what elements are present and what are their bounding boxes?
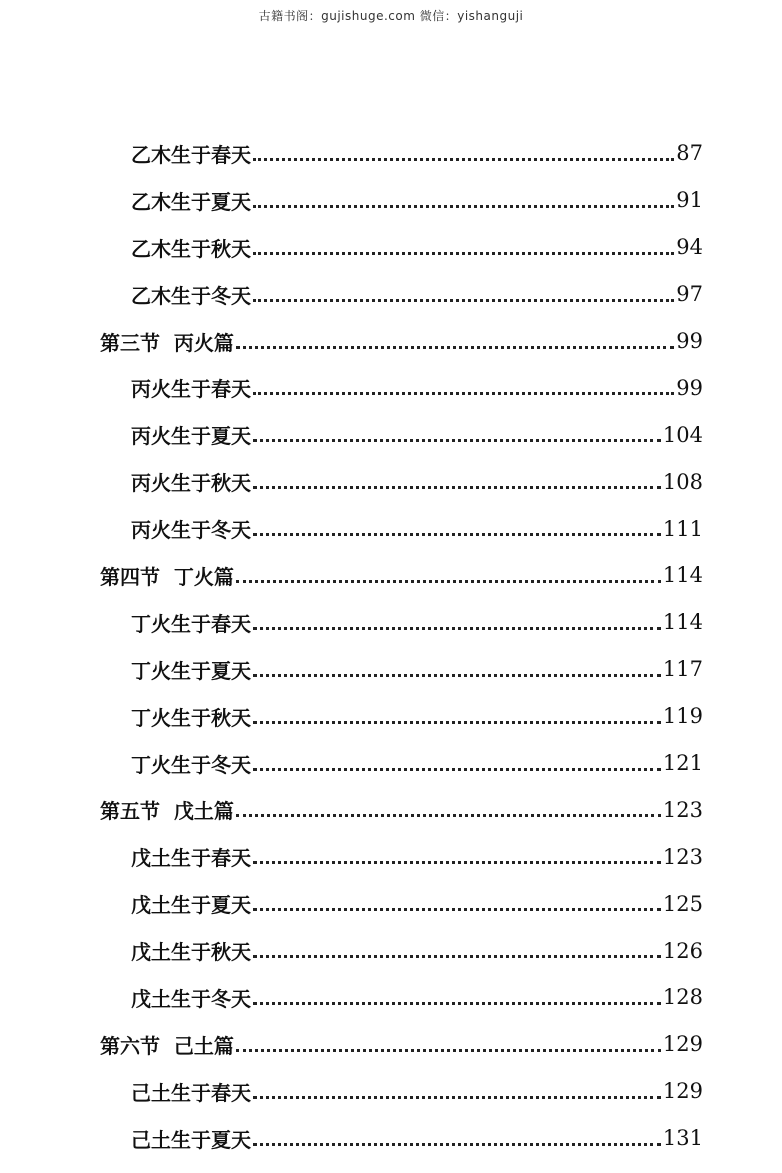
dot-leader: [253, 533, 661, 536]
toc-entry-row: [0, 224, 782, 271]
toc-entry-row: [0, 740, 782, 787]
toc-entry-title: 丙火生于秋天: [131, 471, 251, 496]
toc-entry-title: 戊土生于秋天: [131, 940, 251, 965]
dot-leader: [253, 299, 674, 302]
dot-leader: [236, 814, 661, 817]
toc-entry-row: [0, 1115, 782, 1162]
toc-page-number: 129: [662, 1079, 703, 1104]
dot-leader: [236, 1049, 661, 1052]
toc-entry-row: [0, 1068, 782, 1115]
dot-leader: [236, 346, 674, 349]
toc-page-number: 87: [676, 141, 703, 166]
toc-page-number: 114: [662, 563, 703, 588]
dot-leader: [253, 721, 661, 724]
toc-entry-title: 乙木生于冬天: [131, 283, 251, 308]
toc-entry-row: [0, 974, 782, 1021]
dot-leader: [253, 1002, 661, 1005]
toc-entry-title: 丁火生于冬天: [131, 752, 251, 777]
toc-section-row: [0, 1021, 782, 1068]
toc-page-number: 99: [676, 375, 703, 400]
toc-entry-row: [0, 646, 782, 693]
toc-entry-row: [0, 927, 782, 974]
toc-page-number: 125: [662, 891, 703, 916]
dot-leader: [253, 908, 661, 911]
dot-leader: [253, 252, 674, 255]
dot-leader: [253, 955, 661, 958]
toc-page-number: 131: [662, 1126, 703, 1151]
toc-page-number: 128: [662, 985, 703, 1010]
dot-leader: [253, 768, 661, 771]
toc-page-number: 94: [676, 235, 703, 260]
toc-entry-title: 第四节 丁火篇: [100, 564, 234, 589]
dot-leader: [253, 205, 674, 208]
dot-leader: [253, 674, 661, 677]
toc-entry-row: [0, 177, 782, 224]
toc-page-number: 114: [662, 610, 703, 635]
toc-page-number: 123: [662, 797, 703, 822]
toc-entry-title: 戊土生于夏天: [131, 893, 251, 918]
toc-entry-row: [0, 364, 782, 411]
toc-entry-title: 戊土生于冬天: [131, 986, 251, 1011]
toc-entry-row: [0, 411, 782, 458]
toc-page-number: 119: [662, 704, 703, 729]
toc-page-number: 121: [662, 751, 703, 776]
dot-leader: [253, 439, 661, 442]
toc-entry-title: 丙火生于夏天: [131, 424, 251, 449]
toc-entry-row: [0, 271, 782, 318]
toc-entry-row: [0, 505, 782, 552]
dot-leader: [253, 486, 661, 489]
toc-entry-row: [0, 833, 782, 880]
toc-entry-row: [0, 693, 782, 740]
dot-leader: [253, 861, 661, 864]
toc-page-number: 97: [676, 282, 703, 307]
toc-entry-title: 丁火生于秋天: [131, 705, 251, 730]
toc-entry-title: 丁火生于夏天: [131, 658, 251, 683]
dot-leader: [236, 580, 661, 583]
toc-entry-title: 第六节 己土篇: [100, 1033, 234, 1058]
table-of-contents: [0, 130, 782, 1162]
toc-page-number: 126: [662, 938, 703, 963]
dot-leader: [253, 627, 661, 630]
toc-entry-title: 丁火生于春天: [131, 611, 251, 636]
toc-entry-title: 丙火生于春天: [131, 377, 251, 402]
toc-page-number: 108: [662, 469, 703, 494]
toc-page-number: 99: [676, 329, 703, 353]
toc-entry-row: [0, 880, 782, 927]
toc-page-number: 91: [676, 188, 703, 213]
toc-page-number: 104: [662, 422, 703, 447]
dot-leader: [253, 158, 674, 161]
toc-entry-title: 乙木生于秋天: [131, 236, 251, 261]
dot-leader: [253, 1143, 661, 1146]
toc-entry-title: 乙木生于春天: [131, 142, 251, 167]
toc-entry-row: [0, 458, 782, 505]
toc-entry-title: 戊土生于春天: [131, 846, 251, 871]
toc-entry-title: 己土生于春天: [131, 1080, 251, 1105]
toc-page-number: 129: [662, 1032, 703, 1057]
dot-leader: [253, 392, 674, 395]
toc-section-row: [0, 552, 782, 599]
toc-entry-title: 第五节 戊土篇: [100, 799, 234, 824]
toc-page-number: 111: [662, 516, 703, 541]
toc-entry-row: [0, 599, 782, 646]
toc-page-number: 117: [662, 657, 703, 682]
toc-entry-title: 己土生于夏天: [131, 1127, 251, 1152]
toc-entry-title: 乙木生于夏天: [131, 189, 251, 214]
dot-leader: [253, 1096, 661, 1099]
toc-entry-title: 丙火生于冬天: [131, 518, 251, 543]
toc-entry-title: 第三节 丙火篇: [100, 330, 234, 355]
toc-section-row: [0, 786, 782, 833]
toc-page-number: 123: [662, 844, 703, 869]
watermark-header: 古籍书阁：gujishuge.com 微信：yishanguji: [258, 9, 524, 23]
toc-entry-row: [0, 130, 782, 177]
toc-section-row: [0, 318, 782, 365]
